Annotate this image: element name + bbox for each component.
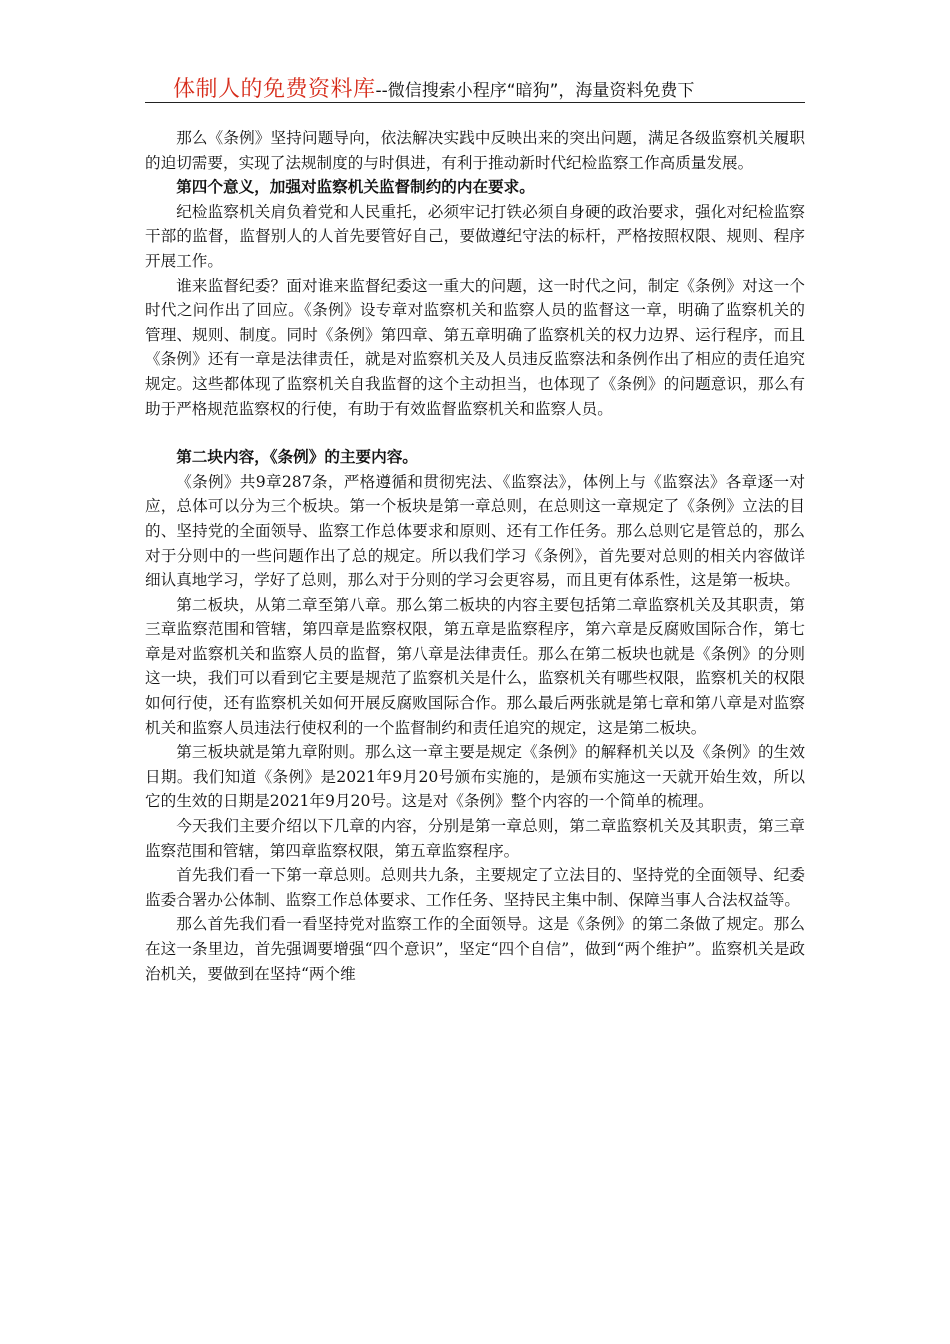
paragraph: 第三板块就是第九章附则。那么这一章主要是规定《条例》的解释机关以及《条例》的生效日期。我们知道《条例》是2021年9月20号颁布实施的，是颁布实施这一天就开始生效，所以它的生效的日期是2021年9月20号。这是对《条例》整个内容的一个简单的梳理。 bbox=[145, 743, 805, 811]
header-tagline: --微信搜索小程序“暗狗”，海量资料免费下 bbox=[375, 81, 695, 101]
paragraph: 第二板块，从第二章至第八章。那么第二板块的内容主要包括第二章监察机关及其职责，第三章监察范围和管辖，第四章是监察权限，第五章是监察程序，第六章是反腐败国际合作，第七章是对监察机关和监察人员的监督，第八章是法律责任。那么在第二板块也就是《条例》的分则这一块，我们可以看到它主要是规范了监察机关是什么，监察机关有哪些权限，监察机关的权限如何行使，还有监察机关如何开展反腐败国际合作。那么最后两张就是第七章和第八章是对监察机关和监察人员违法行使权利的一个监督制约和责任追究的规定，这是第二板块。 bbox=[145, 595, 805, 737]
paragraph: 首先我们看一下第一章总则。总则共九条，主要规定了立法目的、坚持党的全面领导、纪委监委合署办公体制、监察工作总体要求、工作任务、坚持民主集中制、保障当事人合法权益等。 bbox=[145, 866, 805, 909]
paragraph: 今天我们主要介绍以下几章的内容，分别是第一章总则，第二章监察机关及其职责，第三章监察范围和管辖，第四章监察权限，第五章监察程序。 bbox=[145, 817, 805, 860]
header-brand: 体制人的免费资料库 bbox=[173, 77, 376, 102]
section-heading: 第二块内容，《条例》的主要内容。 bbox=[176, 448, 418, 467]
paragraph: 谁来监督纪委？面对谁来监督纪委这一重大的问题，这一时代之问，制定《条例》对这一个时代之问作出了回应。《条例》设专章对监察机关和监察人员的监督这一章，明确了监察机关的管理、规则、制度。同时《条例》第四章、第五章明确了监察机关的权力边界、运行程序，而且《条例》还有一章是法律责任，就是对监察机关及人员违反监察法和条例作出了相应的责任追究规定。这些都体现了监察机关自我监督的这个主动担当，也体现了《条例》的问题意识，那么有助于严格规范监察权的行使，有助于有效监督监察机关和监察人员。 bbox=[145, 276, 805, 418]
document-body bbox=[145, 126, 805, 986]
section-heading: 第四个意义，加强对监察机关监督制约的内在要求。 bbox=[176, 178, 535, 197]
page-header bbox=[145, 72, 805, 103]
paragraph: 纪检监察机关肩负着党和人民重托，必须牢记打铁必须自身硬的政治要求，强化对纪检监察干部的监督，监督别人的人首先要管好自己，要做遵纪守法的标杆，严格按照权限、规则、程序开展工作。 bbox=[145, 202, 805, 270]
paragraph-gap bbox=[145, 421, 805, 445]
paragraph: 那么《条例》坚持问题导向，依法解决实践中反映出来的突出问题，满足各级监察机关履职的迫切需要，实现了法规制度的与时俱进，有利于推动新时代纪检监察工作高质量发展。 bbox=[145, 129, 805, 172]
paragraph: 《条例》共9章287条，严格遵循和贯彻宪法、《监察法》，体例上与《监察法》各章逐一对应，总体可以分为三个板块。第一个板块是第一章总则，在总则这一章规定了《条例》立法的目的、坚持党的全面领导、监察工作总体要求和原则、还有工作任务。那么总则它是管总的，那么对于分则中的一些问题作出了总的规定。所以我们学习《条例》，首先要对总则的相关内容做详细认真地学习，学好了总则，那么对于分则的学习会更容易，而且更有体系性，这是第一板块。 bbox=[145, 472, 805, 590]
paragraph: 那么首先我们看一看坚持党对监察工作的全面领导。这是《条例》的第二条做了规定。那么在这一条里边，首先强调要增强“四个意识”，坚定“四个自信”，做到“两个维护”。监察机关是政治机关，要做到在坚持“两个维 bbox=[145, 915, 805, 983]
